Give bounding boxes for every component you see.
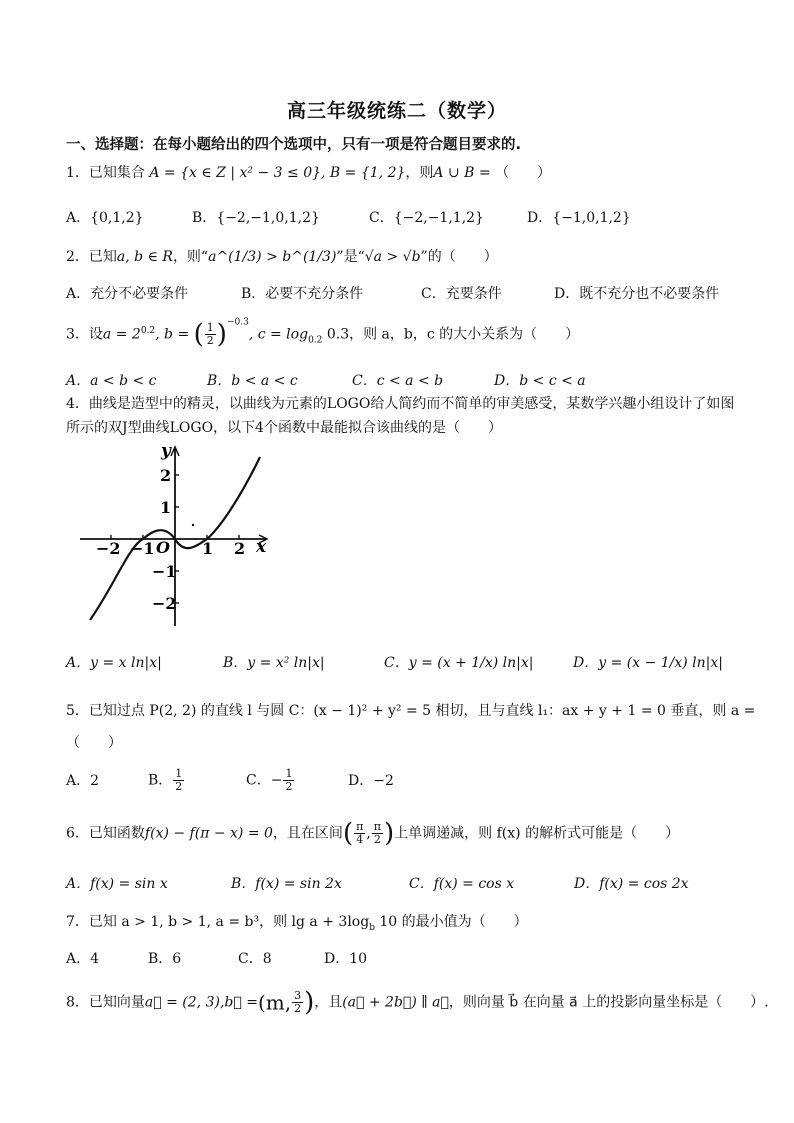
question-3 (66, 317, 580, 350)
q6-options (66, 873, 746, 895)
stray-dot (192, 524, 194, 526)
q3-a-exp: 0.2 (140, 325, 156, 336)
q6-paren-close: ) (384, 818, 395, 849)
question-2 (66, 249, 498, 266)
q4-option-d[interactable]: D．y = (x − 1/x) ln|x| (573, 655, 724, 671)
question-4-line-2: 所示的双J型曲线LOGO，以下4个函数中最能拟合该曲线的是（ ） (66, 420, 502, 436)
q1-option-a[interactable]: A．{0,1,2} (66, 210, 144, 226)
origin-label: O (156, 538, 170, 557)
q1-set-b: , B = {1, 2} (321, 165, 406, 181)
q6-option-a[interactable]: A．f(x) = sin x (66, 876, 168, 892)
q5-option-c-label: C．− (246, 772, 283, 789)
q8-paren-close: ) (304, 987, 315, 1018)
y-tick-label-neg1: −1 (152, 562, 177, 581)
q2-vars: a, b ∈ R (116, 249, 173, 265)
q3-b: , b = (155, 326, 190, 343)
double-j-curve-graph (74, 436, 284, 628)
q3-frac-den: 2 (206, 334, 214, 348)
q3-option-b[interactable]: B．b < a < c (207, 373, 298, 389)
q3-fraction (205, 322, 216, 347)
q7-option-c[interactable]: C．8 (238, 951, 272, 967)
q2-quote-mid: ”是“ (336, 249, 365, 265)
q3-paren-close: ) (216, 319, 227, 350)
q1-mid: ，则 (405, 165, 434, 181)
q2-option-b[interactable]: B．必要不充分条件 (241, 286, 364, 302)
q3-option-a[interactable]: A．a < b < c (66, 373, 157, 389)
q7-options (66, 948, 746, 970)
q4-options (66, 652, 746, 674)
q2-right-expr: √a > √b (364, 249, 421, 265)
q5c-num: 1 (285, 767, 293, 780)
q1-union: A ∪ B = (433, 165, 491, 181)
q3-c-tail: 0.3 (322, 326, 350, 343)
q5c-den: 2 (285, 780, 293, 794)
q3-options (66, 370, 746, 392)
q3-prefix: 3．设 (66, 326, 103, 343)
q3-paren-open: ( (193, 319, 204, 350)
question-1 (66, 165, 551, 182)
q5-option-d[interactable]: D．−2 (348, 773, 394, 789)
q3-suffix: ，则 a，b，c 的大小关系为（ ） (349, 326, 580, 343)
q4-option-a[interactable]: A．y = x ln|x| (66, 655, 162, 671)
q6-frac-2 (372, 821, 383, 846)
q1-options (66, 207, 746, 229)
y-tick-label-neg2: −2 (152, 594, 177, 613)
q5-option-c-frac (283, 768, 294, 793)
q3-option-c[interactable]: C．c < a < b (352, 373, 444, 389)
q3-frac-num: 1 (206, 321, 214, 334)
y-axis-label: y (161, 441, 171, 461)
q2-suffix: ”的（ ） (420, 249, 498, 265)
q6-suffix: 上单调递减，则 f(x) 的解析式可能是（ ） (394, 825, 680, 842)
q5b-num: 1 (175, 767, 183, 780)
q4-option-c[interactable]: C．y = (x + 1/x) ln|x| (384, 655, 534, 671)
q8-suffix: ，则向量 b⃗ 在向量 a⃗ 上的投影向量坐标是（ ）. (448, 994, 769, 1011)
q3-c-base: 0.2 (308, 335, 323, 346)
q7-tail: 10 的最小值为（ ） (374, 914, 528, 930)
question-8 (66, 987, 769, 1018)
q6f1-num: π (356, 820, 364, 833)
q1-option-b[interactable]: B．{−2,−1,0,1,2} (192, 210, 320, 226)
q6f1-den: 4 (356, 833, 364, 847)
q8-paren-open: (m, (257, 990, 292, 1015)
q6-option-d[interactable]: D．f(x) = cos 2x (574, 876, 689, 892)
x-tick-label-2: 2 (234, 539, 246, 558)
q2-option-c[interactable]: C．充要条件 (421, 286, 502, 302)
q1-option-d[interactable]: D．{−1,0,1,2} (527, 210, 631, 226)
q5-option-c[interactable] (246, 768, 295, 793)
q5-option-b[interactable] (148, 768, 185, 793)
q3-a: a = 2 (102, 326, 141, 343)
q8-frac (292, 990, 303, 1015)
q2-option-a[interactable]: A．充分不必要条件 (66, 286, 189, 302)
q7-option-d[interactable]: D．10 (324, 951, 368, 967)
q3-option-d[interactable]: D．b < c < a (494, 373, 586, 389)
q5b-den: 2 (175, 780, 183, 794)
q1-set-a: A = {x ∈ Z | x² − 3 ≤ 0} (149, 165, 322, 181)
section-heading: 一、选择题：在每小题给出的四个选项中，只有一项是符合题目要求的. (66, 137, 522, 153)
q1-option-c[interactable]: C．{−2,−1,1,2} (369, 210, 484, 226)
q8-condition: (a⃗ + 2b⃗) ∥ a⃗ (342, 994, 449, 1011)
question-4-line-1: 4．曲线是造型中的精灵，以曲线为元素的LOGO给人简约而不简单的审美感受，某数学兴趣小组设计了如图 (66, 396, 735, 412)
q1-prefix: 1．已知集合 (66, 165, 145, 181)
q2-options (66, 283, 746, 305)
q7-base: b (369, 922, 375, 933)
q1-blank: （ ） (495, 165, 552, 181)
q5-option-b-label: B． (148, 772, 173, 789)
q8-mid: ，且 (314, 994, 343, 1011)
q4-option-b[interactable]: B．y = x² ln|x| (223, 655, 325, 671)
q6f2-num: π (373, 820, 382, 833)
q7-text: 7．已知 a > 1, b > 1, a = b³，则 lg a + 3log (66, 914, 370, 930)
q6-mid: ，且在区间 (272, 825, 343, 842)
question-5: 5．已知过点 P(2, 2) 的直线 l 与圆 C：(x − 1)² + y² = 5 相切，且与直线 l₁：ax + y + 1 = 0 垂直，则 a = (66, 703, 756, 719)
q2-left-expr: a^(1/3) > b^(1/3) (208, 249, 337, 265)
q6-option-c[interactable]: C．f(x) = cos x (409, 876, 515, 892)
question-7 (66, 914, 528, 931)
x-tick-label-neg1: −1 (130, 539, 155, 558)
q2-option-d[interactable]: D．既不充分也不必要条件 (554, 286, 720, 302)
q6-frac-1 (354, 821, 365, 846)
question-6: 6．已知函数f(x) − f(π − x) = 0，且在区间( $\frac{\pi}{4}$ , $\frac{\pi}{2}$ )上单调递减，则 f(x) 的解析式可能是（ ） (66, 818, 680, 849)
q6-option-b[interactable]: B．f(x) = sin 2x (231, 876, 342, 892)
q2-quote-open: ，则“ (172, 249, 209, 265)
x-tick-label-1: 1 (202, 539, 214, 558)
q6-fn: f(x) − f(π − x) = 0 (144, 825, 273, 842)
q2-prefix: 2．已知 (66, 249, 117, 265)
q8-num: 3 (294, 989, 302, 1002)
q3-c: , c = log (248, 326, 309, 343)
q6-prefix: 6．已知函数 (66, 825, 145, 842)
y-tick-label-1: 1 (160, 498, 172, 517)
q7-option-b[interactable]: B．6 (148, 951, 182, 967)
q8-prefix: 8．已知向量 (66, 994, 145, 1011)
q6-paren-open: ( (342, 818, 354, 849)
page-title: 高三年级统练二（数学） (286, 100, 507, 122)
q5-option-b-frac (173, 768, 184, 793)
x-axis-label: x (256, 537, 267, 557)
x-tick-label-neg2: −2 (96, 539, 121, 558)
y-tick-label-2: 2 (160, 466, 172, 485)
q8-den: 2 (294, 1002, 302, 1016)
q8-vector-a: a⃗ = (2, 3), (144, 994, 225, 1011)
q7-option-a[interactable]: A．4 (66, 951, 100, 967)
q8-vector-b: b⃗ = (224, 994, 258, 1011)
q6f2-den: 2 (373, 833, 381, 847)
q5-option-a[interactable]: A．2 (66, 773, 100, 789)
q5-blank: （ ） (66, 735, 122, 751)
q3-b-exp: −0.3 (226, 317, 249, 328)
q5-options (66, 768, 746, 798)
